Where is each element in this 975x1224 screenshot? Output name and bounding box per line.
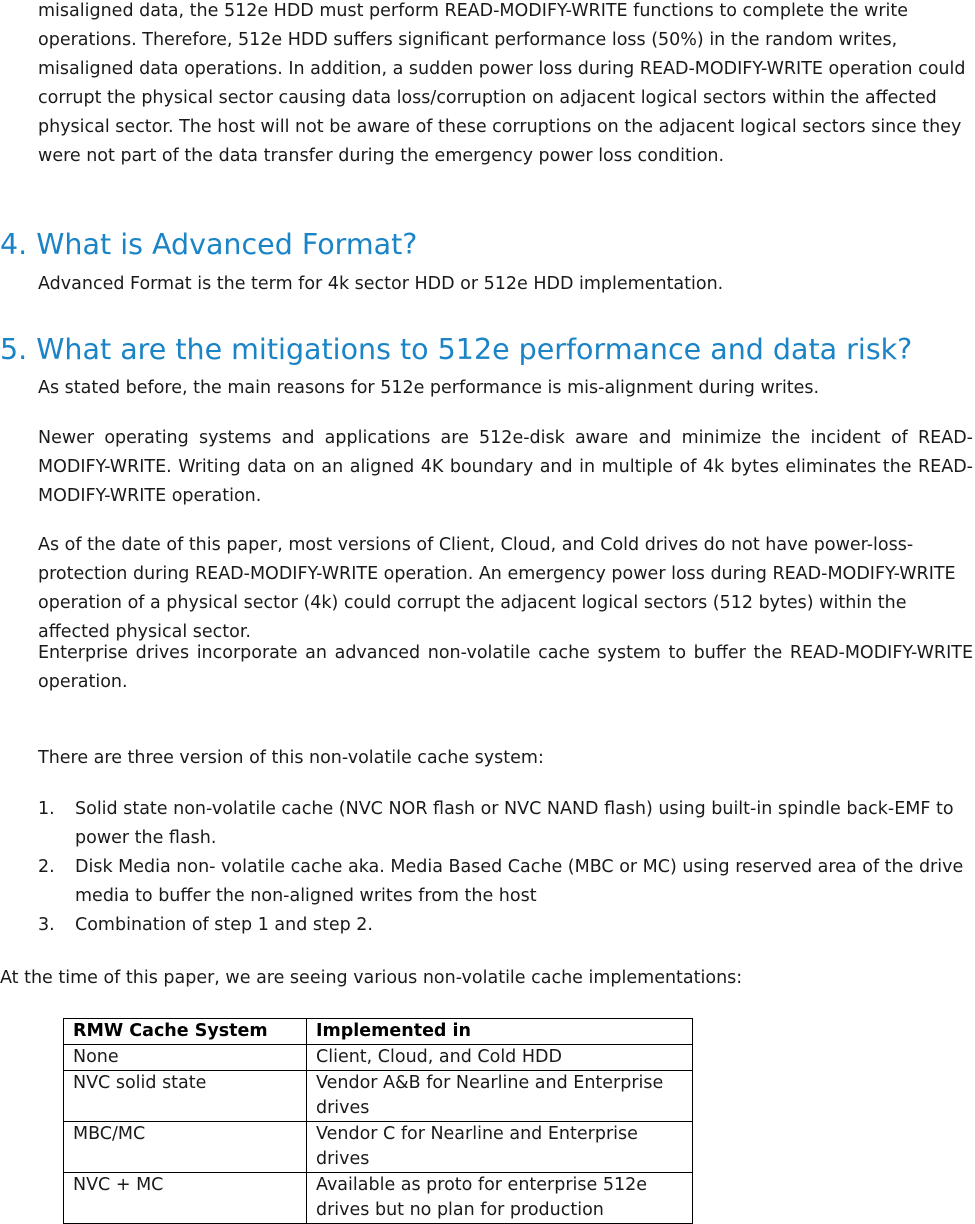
section-5-paragraph-2: Newer operating systems and applications are 512e-disk aware and minimize the incident of READ-MODIFY-WRITE. Writing data on an aligned 4K boundary and in multiple of 4k bytes eliminates the READ-MODIFY-WRITE operation.	[38, 428, 973, 506]
section-5-paragraph-4: Enterprise drives incorporate an advanced non-volatile cache system to buffer the READ-MODIFY-WRITE operation.	[38, 643, 973, 692]
table-cell: NVC + MC	[64, 1173, 307, 1224]
list-item-number: 1.	[38, 799, 55, 819]
list-item-text: Solid state non-volatile cache (NVC NOR flash or NVC NAND flash) using built-in spindle back-EMF to power the flash.	[75, 799, 954, 848]
table-cell: Available as proto for enterprise 512e drives but no plan for production	[307, 1173, 693, 1224]
section-5-paragraph-1: As stated before, the main reasons for 512e performance is mis-alignment during writes.	[38, 378, 820, 398]
table-header-cell: RMW Cache System	[64, 1019, 307, 1045]
table-row	[64, 1122, 693, 1173]
table-cell: Client, Cloud, and Cold HDD	[307, 1045, 693, 1071]
list-item-number: 3.	[38, 915, 55, 935]
table-cell: NVC solid state	[64, 1071, 307, 1122]
list-item-text: Combination of step 1 and step 2.	[75, 915, 373, 935]
table-row	[64, 1173, 693, 1224]
list-item	[38, 853, 973, 911]
list-item-number: 2.	[38, 857, 55, 877]
section-5-heading: 5. What are the mitigations to 512e performance and data risk?	[0, 333, 913, 366]
table-cell: None	[64, 1045, 307, 1071]
table-header-cell: Implemented in	[307, 1019, 693, 1045]
list-item	[38, 911, 973, 940]
list-item	[38, 795, 973, 853]
table-header-row	[64, 1019, 693, 1045]
rmw-cache-table	[63, 1018, 693, 1224]
table-cell: MBC/MC	[64, 1122, 307, 1173]
section-4-heading: 4. What is Advanced Format?	[0, 228, 418, 261]
table-cell: Vendor C for Nearline and Enterprise drives	[307, 1122, 693, 1173]
table-row	[64, 1071, 693, 1122]
intro-paragraph: misaligned data, the 512e HDD must perform READ-MODIFY-WRITE functions to complete the write operations. Therefore, 512e HDD suffers significant performance loss (50%) in the random writes, misaligned data operations. In addition, a sudden power loss during READ-MODIFY-WRITE operation could corrupt the physical sector causing data loss/corruption on adjacent logical sectors within the affected physical sector. The host will not be aware of these corruptions on the adjacent logical sectors since they were not part of the data transfer during the emergency power loss condition.	[38, 1, 966, 166]
section-5-paragraph-5: There are three version of this non-volatile cache system:	[38, 748, 544, 768]
section-5-paragraph-3: As of the date of this paper, most versions of Client, Cloud, and Cold drives do not have power-loss-protection during READ-MODIFY-WRITE operation. An emergency power loss during READ-MODIFY-WRITE operation of a physical sector (4k) could corrupt the adjacent logical sectors (512 bytes) within the affected physical sector.	[38, 535, 956, 642]
list-item-text: Disk Media non- volatile cache aka. Media Based Cache (MBC or MC) using reserved area of the drive media to buffer the non-aligned writes from the host	[75, 857, 964, 906]
table-row	[64, 1045, 693, 1071]
section-4-body: Advanced Format is the term for 4k sector HDD or 512e HDD implementation.	[38, 274, 724, 294]
table-cell: Vendor A&B for Nearline and Enterprise drives	[307, 1071, 693, 1122]
closing-paragraph: At the time of this paper, we are seeing various non-volatile cache implementations:	[0, 968, 743, 988]
cache-system-list	[38, 795, 973, 940]
